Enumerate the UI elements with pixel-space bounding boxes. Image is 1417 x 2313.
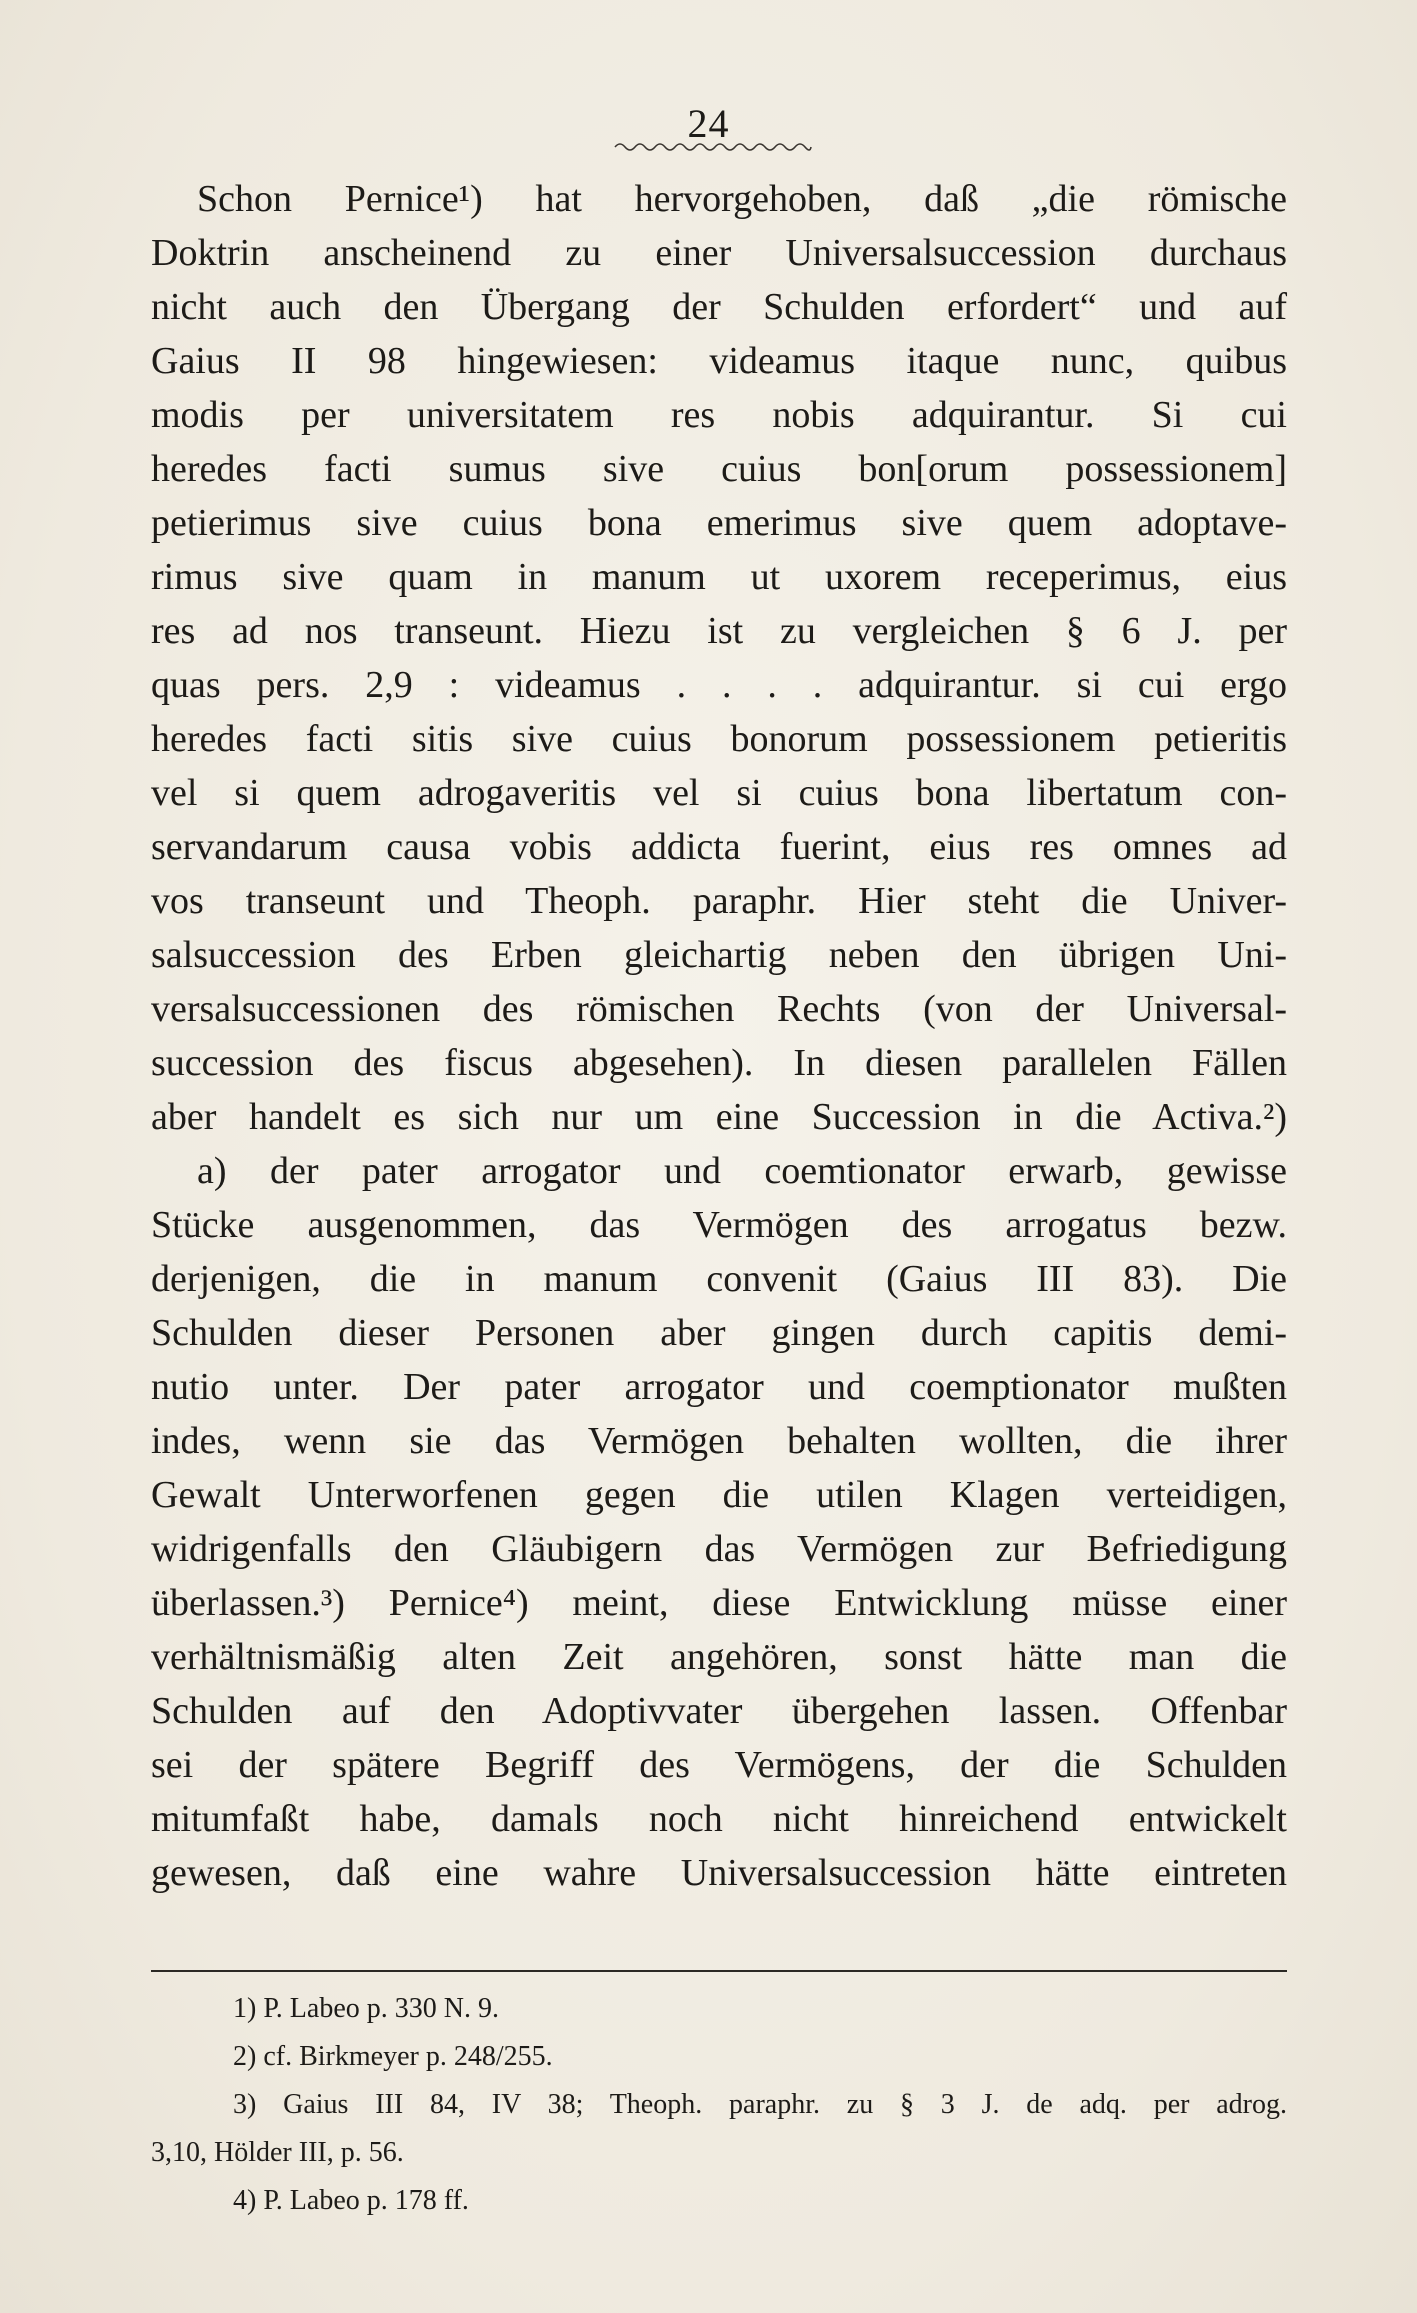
text-line: rimus sive quam in manum ut uxorem receperimus, eius	[151, 556, 1287, 598]
text-line: Gaius II 98 hingewiesen: videamus itaque nunc, quibus	[151, 340, 1287, 382]
text-line: servandarum causa vobis addicta fuerint, eius res omnes ad	[151, 826, 1287, 868]
text-line: Schulden dieser Personen aber gingen durch capitis demi-	[151, 1312, 1287, 1354]
text-line: widrigenfalls den Gläubigern das Vermögen zur Befriedigung	[151, 1528, 1287, 1570]
text-line: indes, wenn sie das Vermögen behalten wollten, die ihrer	[151, 1420, 1287, 1462]
text-line: Gewalt Unterworfenen gegen die utilen Klagen verteidigen,	[151, 1474, 1287, 1516]
footnote: 4) P. Labeo p. 178 ff.	[233, 2185, 469, 2216]
text-line: überlassen.³) Pernice⁴) meint, diese Entwicklung müsse einer	[151, 1582, 1287, 1624]
text-line: Doktrin anscheinend zu einer Universalsuccession durchaus	[151, 232, 1287, 274]
text-line: Schon Pernice¹) hat hervorgehoben, daß „die römische	[197, 178, 1287, 220]
footnote-divider	[151, 1970, 1287, 1972]
text-line: succession des fiscus abgesehen). In diesen parallelen Fällen	[151, 1042, 1287, 1084]
text-line: a) der pater arrogator und coemtionator erwarb, gewisse	[197, 1150, 1287, 1192]
text-line: heredes facti sumus sive cuius bon[orum possessionem]	[151, 448, 1287, 490]
text-line: Stücke ausgenommen, das Vermögen des arrogatus bezw.	[151, 1204, 1287, 1246]
footnote: 1) P. Labeo p. 330 N. 9.	[233, 1993, 499, 2024]
text-line: nutio unter. Der pater arrogator und coemptionator mußten	[151, 1366, 1287, 1408]
wavy-rule-ornament-icon	[613, 140, 813, 154]
footnotes	[151, 1985, 1287, 2225]
text-line: aber handelt es sich nur um eine Succession in die Activa.²)	[151, 1096, 1287, 1138]
footnote: 2) cf. Birkmeyer p. 248/255.	[233, 2041, 553, 2072]
text-line: quas pers. 2,9 : videamus . . . . adquirantur. si cui ergo	[151, 664, 1287, 706]
body-text	[151, 172, 1287, 1900]
text-line: versalsuccessionen des römischen Rechts (von der Universal-	[151, 988, 1287, 1030]
footnote: 3) Gaius III 84, IV 38; Theoph. paraphr. zu § 3 J. de adq. per adrog.	[233, 2089, 1287, 2120]
text-line: nicht auch den Übergang der Schulden erfordert“ und auf	[151, 286, 1287, 328]
text-line: derjenigen, die in manum convenit (Gaius III 83). Die	[151, 1258, 1287, 1300]
text-line: sei der spätere Begriff des Vermögens, der die Schulden	[151, 1744, 1287, 1786]
text-line: gewesen, daß eine wahre Universalsuccession hätte eintreten	[151, 1852, 1287, 1894]
text-line: res ad nos transeunt. Hiezu ist zu vergleichen § 6 J. per	[151, 610, 1287, 652]
text-line: vos transeunt und Theoph. paraphr. Hier steht die Univer-	[151, 880, 1287, 922]
text-line: verhältnismäßig alten Zeit angehören, sonst hätte man die	[151, 1636, 1287, 1678]
text-line: petierimus sive cuius bona emerimus sive quem adoptave-	[151, 502, 1287, 544]
text-line: heredes facti sitis sive cuius bonorum possessionem petieritis	[151, 718, 1287, 760]
text-line: Schulden auf den Adoptivvater übergehen lassen. Offenbar	[151, 1690, 1287, 1732]
page-number: 24	[687, 101, 730, 146]
footnote-continuation: 3,10, Hölder III, p. 56.	[151, 2137, 404, 2168]
text-line: salsuccession des Erben gleichartig neben den übrigen Uni-	[151, 934, 1287, 976]
text-line: vel si quem adrogaveritis vel si cuius bona libertatum con-	[151, 772, 1287, 814]
text-line: mitumfaßt habe, damals noch nicht hinreichend entwickelt	[151, 1798, 1287, 1840]
text-line: modis per universitatem res nobis adquirantur. Si cui	[151, 394, 1287, 436]
